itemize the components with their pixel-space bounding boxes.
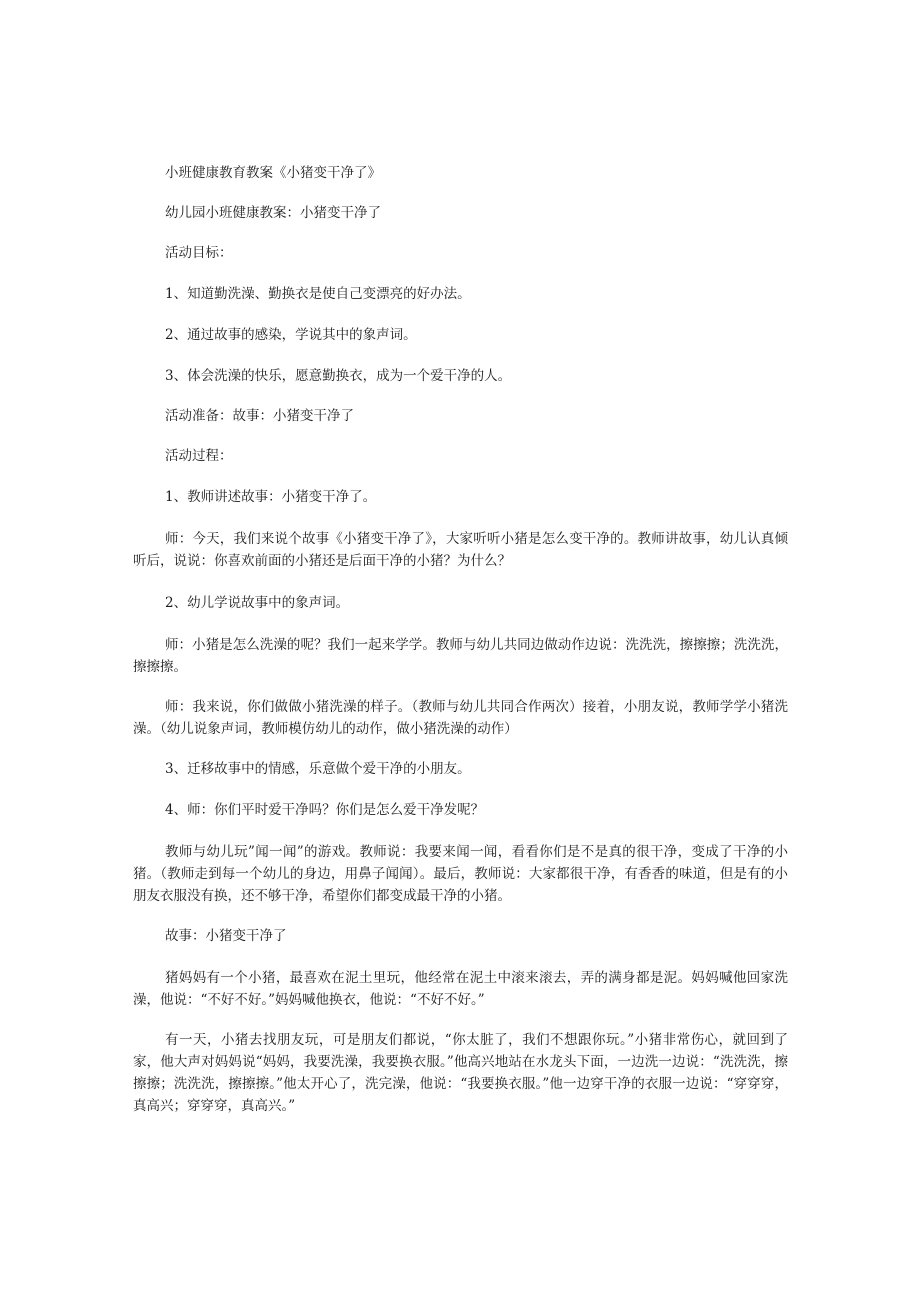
paragraph: 师：今天，我们来说个故事《小猪变干净了》，大家听听小猪是怎么变干净的。教师讲故事，幼儿认真倾听后，说说：你喜欢前面的小猪还是后面干净的小猪？为什么？: [133, 531, 788, 569]
document-body: [133, 162, 788, 1117]
document-title: 小班健康教育教案《小猪变干净了》: [165, 165, 381, 181]
section-heading-process: 活动过程：: [165, 448, 233, 464]
process-step-2: 2、幼儿学说故事中的象声词。: [165, 595, 350, 611]
goal-item-3: 3、体会洗澡的快乐，愿意勤换衣，成为一个爱干净的人。: [165, 368, 512, 384]
process-step-3: 3、迁移故事中的情感，乐意做个爱干净的小朋友。: [165, 761, 471, 777]
story-title: 故事：小猪变干净了: [165, 928, 287, 944]
section-preparation: 活动准备：故事：小猪变干净了: [165, 408, 354, 424]
goal-item-2: 2、通过故事的感染，学说其中的象声词。: [165, 327, 417, 343]
subtitle: 幼儿园小班健康教案：小猪变干净了: [165, 205, 381, 221]
story-paragraph: 有一天，小猪去找朋友玩，可是朋友们都说，“你太脏了，我们不想跟你玩。”小猪非常伤心，就回到了家，他大声对妈妈说“妈妈，我要洗澡，我要换衣服。”他高兴地站在水龙头下面，一边洗一边说：“洗洗洗，擦擦擦；洗洗洗，擦擦擦。”他太开心了，洗完澡，他说：“我要换衣服。”他一边穿干净的衣服一边说：“穿穿穿，真高兴；穿穿穿，真高兴。”: [133, 1032, 788, 1114]
process-step-1: 1、教师讲述故事：小猪变干净了。: [165, 489, 377, 505]
paragraph: 师：小猪是怎么洗澡的呢？我们一起来学学。教师与幼儿共同边做动作边说：洗洗洗，擦擦擦；洗洗洗，擦擦擦。: [133, 637, 788, 675]
story-paragraph: 猪妈妈有一个小猪，最喜欢在泥土里玩，他经常在泥土中滚来滚去，弄的满身都是泥。妈妈喊他回家洗澡，他说：“不好不好。”妈妈喊他换衣，他说：“不好不好。”: [133, 970, 788, 1008]
process-step-4: 4、师：你们平时爱干净吗？你们是怎么爱干净发呢？: [165, 802, 485, 818]
section-heading-goals: 活动目标：: [165, 245, 233, 261]
paragraph: 师：我来说，你们做做小猪洗澡的样子。（教师与幼儿共同合作两次）接着，小朋友说，教师学学小猪洗澡。（幼儿说象声词，教师模仿幼儿的动作，做小猪洗澡的动作）: [133, 699, 788, 737]
paragraph: 教师与幼儿玩”闻一闻”的游戏。教师说：我要来闻一闻，看看你们是不是真的很干净，变成了干净的小猪。（教师走到每一个幼儿的身边，用鼻子闻闻）。最后，教师说：大家都很干净，有香香的味道，但是有的小朋友衣服没有换，还不够干净，希望你们都变成最干净的小猪。: [133, 844, 788, 904]
goal-item-1: 1、知道勤洗澡、勤换衣是使自己变漂亮的好办法。: [165, 286, 471, 302]
